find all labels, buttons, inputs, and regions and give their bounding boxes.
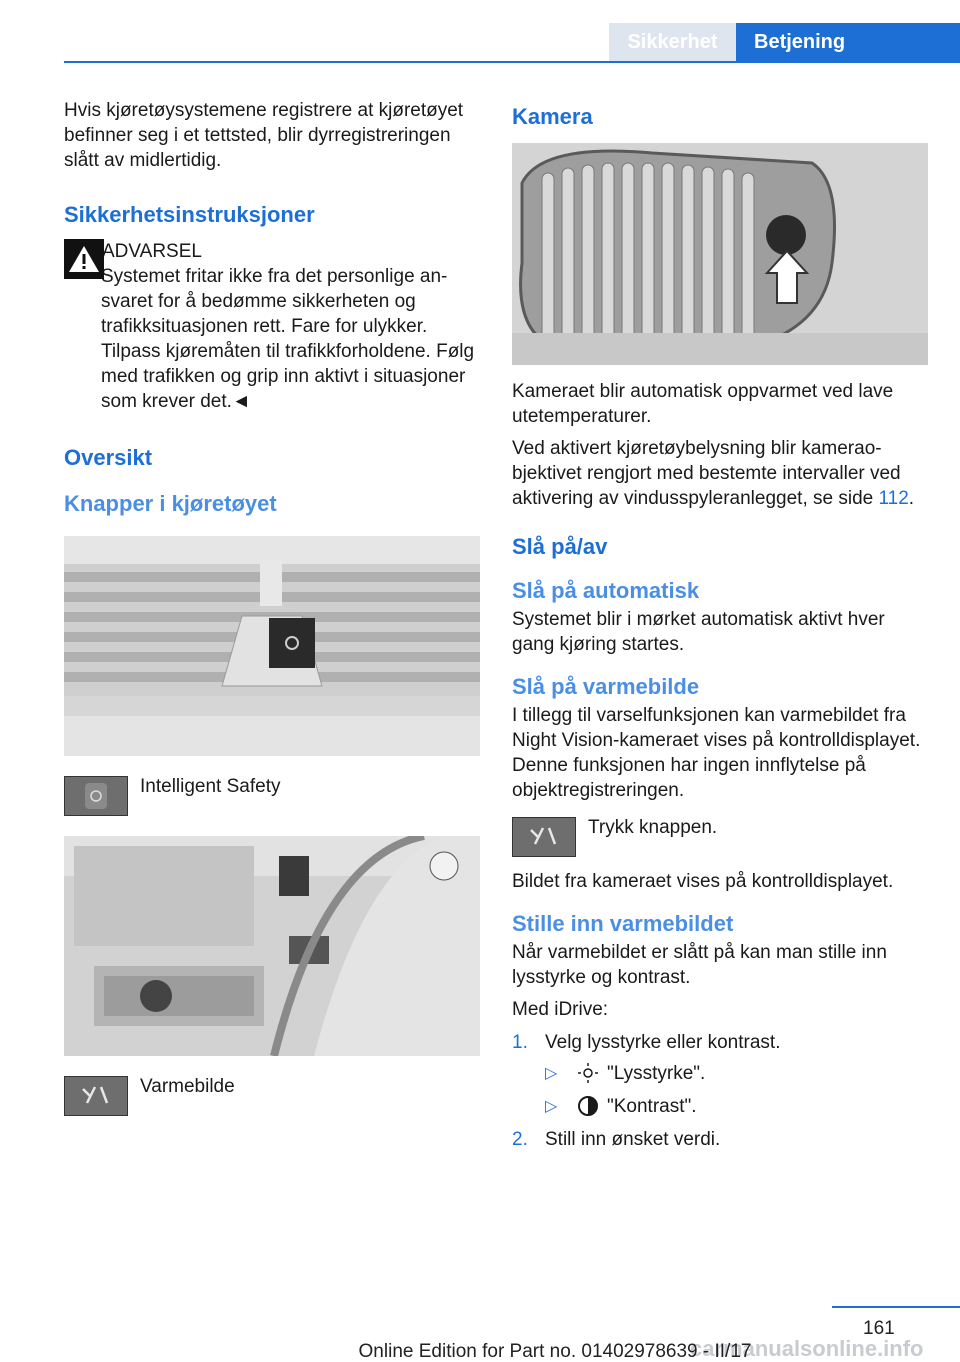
adjust-heading: Stille inn varmebildet bbox=[512, 911, 734, 936]
auto-text: Systemet blir i mørket automatisk aktivt hver gang kjøring startes. bbox=[512, 609, 885, 655]
camera-paragraph-2-text: Ved aktivert kjøretøybelysning blir kameraobjektivet rengjort med bestemte intervaller ved aktivering av vindusspyleranlegget, se side bbox=[512, 438, 901, 509]
page-number: 161 bbox=[863, 1318, 895, 1339]
camera-paragraph-1: Kameraet blir automatisk oppvarmet ved lave utetemperaturer. bbox=[512, 381, 894, 427]
option-contrast[interactable] bbox=[545, 1094, 928, 1119]
header-rule bbox=[64, 61, 960, 63]
intelligent-safety-button-icon bbox=[64, 776, 128, 816]
watermark: carmanualsonline.info bbox=[690, 1336, 924, 1361]
thermal-heading: Slå på varmebilde bbox=[512, 674, 700, 699]
step-2 bbox=[512, 1127, 928, 1152]
display-text: Bildet fra kameraet vises på kontrolldisplayet. bbox=[512, 871, 894, 892]
dashboard-photo bbox=[64, 836, 480, 1056]
sun-icon bbox=[577, 1062, 599, 1084]
right-column bbox=[512, 98, 928, 1160]
step-1 bbox=[512, 1030, 928, 1119]
warning-block bbox=[64, 239, 480, 414]
option-brightness-label: "Lysstyrke". bbox=[607, 1063, 706, 1084]
step-2-number: 2. bbox=[512, 1129, 528, 1150]
option-brightness[interactable] bbox=[545, 1061, 928, 1086]
step-2-text: Still inn ønsket verdi. bbox=[545, 1129, 721, 1150]
header-chapter-tab: Betjening bbox=[736, 23, 960, 61]
footer-rule bbox=[832, 1306, 960, 1308]
warning-label: ADVARSEL bbox=[102, 241, 202, 262]
camera-paragraph-2 bbox=[512, 436, 928, 511]
onoff-heading: Slå på/av bbox=[512, 534, 608, 559]
warning-text bbox=[64, 264, 480, 414]
grille-button-photo bbox=[64, 536, 480, 756]
camera-heading: Kamera bbox=[512, 104, 593, 129]
intelligent-safety-label: Intelligent Safety bbox=[140, 776, 281, 797]
steps-list bbox=[512, 1030, 928, 1152]
contrast-icon bbox=[577, 1095, 599, 1117]
press-button-label: Trykk knappen. bbox=[588, 817, 718, 838]
edition-text: Online Edition for Part no. 01402978639 - II/17 bbox=[358, 1341, 752, 1362]
left-column bbox=[64, 98, 480, 1116]
warning-text-content: Systemet fritar ikke fra det personlige ansvaret for å bedømme sikkerheten og trafikksituasjonen rett. Fare for ulykker. Tilpass kjøremåten til trafikkforholdene. Følg med trafikken og grip inn aktivt i situasjoner som krever det.◄ bbox=[101, 266, 475, 412]
step-1-number: 1. bbox=[512, 1032, 528, 1053]
intelligent-safety-row bbox=[64, 776, 480, 816]
triangle-bullet-icon: ▷ bbox=[545, 1098, 558, 1115]
option-contrast-label: "Kontrast". bbox=[607, 1096, 697, 1117]
idrive-text: Med iDrive: bbox=[512, 999, 609, 1020]
thermal-row bbox=[64, 1076, 480, 1116]
thermal-text: I tillegg til varselfunksjonen kan varmebildet fra Night Vision-kameraet vises på kontrolldisplayet. Denne funksjonen har ingen innflytelse på objektregistreringen. bbox=[512, 705, 921, 801]
edition-footer bbox=[0, 1341, 960, 1362]
page-reference-link[interactable]: 112 bbox=[878, 488, 909, 509]
thermal-button-icon-2 bbox=[512, 817, 576, 857]
thermal-button-icon bbox=[64, 1076, 128, 1116]
warning-icon bbox=[64, 239, 104, 279]
camera-grille-photo bbox=[512, 143, 928, 365]
safety-heading: Sikkerhetsinstruksjoner bbox=[64, 202, 315, 227]
camera-paragraph-2-end: . bbox=[908, 488, 915, 509]
thermal-label: Varmebilde bbox=[140, 1076, 235, 1097]
adjust-text: Når varmebildet er slått på kan man stille inn lysstyrke og kontrast. bbox=[512, 942, 887, 988]
step-1-options bbox=[545, 1061, 928, 1119]
intro-paragraph: Hvis kjøretøysystemene registrere at kjøretøyet befinner seg i et tettsted, blir dyrregistreringen slått av midlertidig. bbox=[64, 100, 464, 171]
buttons-heading: Knapper i kjøretøyet bbox=[64, 491, 277, 516]
triangle-bullet-icon: ▷ bbox=[545, 1065, 558, 1082]
step-1-text: Velg lysstyrke eller kontrast. bbox=[545, 1032, 781, 1053]
press-button-row bbox=[512, 817, 928, 857]
auto-heading: Slå på automatisk bbox=[512, 578, 700, 603]
overview-heading: Oversikt bbox=[64, 445, 153, 470]
header-section-tab: Sikkerhet bbox=[609, 23, 736, 61]
